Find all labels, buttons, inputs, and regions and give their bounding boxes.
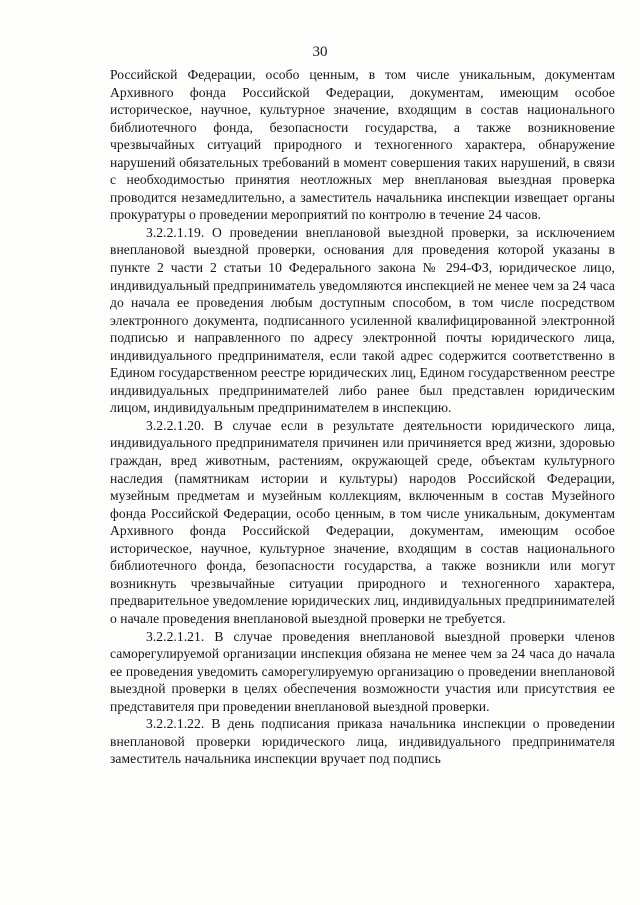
- document-body: [110, 66, 615, 768]
- paragraph-3-2-2-1-19: 3.2.2.1.19. О проведении внеплановой выездной проверки, за исключением внеплановой выездной проверки, основания для проведения которой указаны в пункте 2 части 2 статьи 10 Федерального закона № 294-ФЗ, юридическое лицо, индивидуальный предприниматель уведомляются инспекцией не менее чем за 24 часа до начала ее проведения любым доступным способом, в том числе посредством электронного документа, подписанного усиленной квалифицированной электронной подписью и направленного по адресу электронной почты юридического лица, индивидуального предпринимателя, если такой адрес содержится соответственно в Едином государственном реестре юридических лиц, Едином государственном реестре индивидуальных предпринимателей либо ранее был представлен юридическим лицом, индивидуальным предпринимателем в инспекцию.: [110, 224, 615, 416]
- paragraph-3-2-2-1-21: 3.2.2.1.21. В случае проведения внеплановой выездной проверки членов саморегулируемой организации инспекция обязана не менее чем за 24 часа до начала ее проведения уведомить саморегулируемую организацию о проведении внеплановой выездной проверки в целях обеспечения возможности участия или присутствия ее представителя при проведении внеплановой выездной проверки.: [110, 628, 615, 714]
- paragraph-continuation: Российской Федерации, особо ценным, в том числе уникальным, документам Архивного фонда Российской Федерации, документам, имеющим особое историческое, научное, культурное значение, входящим в состав национального библиотечного фонда, безопасности государства, а также возникновение чрезвычайных ситуаций природного и техногенного характера, обнаружение нарушений обязательных требований в момент совершения таких нарушений, в связи с необходимостью принятия неотложных мер внеплановая выездная проверка проводится незамедлительно, а заместитель начальника инспекции извещает органы прокуратуры о проведении мероприятий по контролю в течение 24 часов.: [110, 67, 615, 223]
- page-number: 30: [312, 44, 328, 60]
- paragraph-3-2-2-1-22: 3.2.2.1.22. В день подписания приказа начальника инспекции о проведении внеплановой проверки юридического лица, индивидуального предпринимателя заместитель начальника инспекции вручает под подпись: [110, 716, 615, 767]
- paragraph-3-2-2-1-20: 3.2.2.1.20. В случае если в результате деятельности юридического лица, индивидуального предпринимателя причинен или причиняется вред жизни, здоровью граждан, вред животным, растениям, окружающей среде, объектам культурного наследия (памятникам истории и культуры) народов Российской Федерации, музейным предметам и музейным коллекциям, включенным в состав Музейного фонда Российской Федерации, особо ценным, в том числе уникальным, документам Архивного фонда Российской Федерации, документам, имеющим особое историческое, научное, культурное значение, входящим в состав национального библиотечного фонда, безопасности государства, а также возникли или могут возникнуть чрезвычайные ситуации природного и техногенного характера, предварительное уведомление юридических лиц, индивидуальных предпринимателей о начале проведения внеплановой выездной проверки не требуется.: [110, 417, 615, 626]
